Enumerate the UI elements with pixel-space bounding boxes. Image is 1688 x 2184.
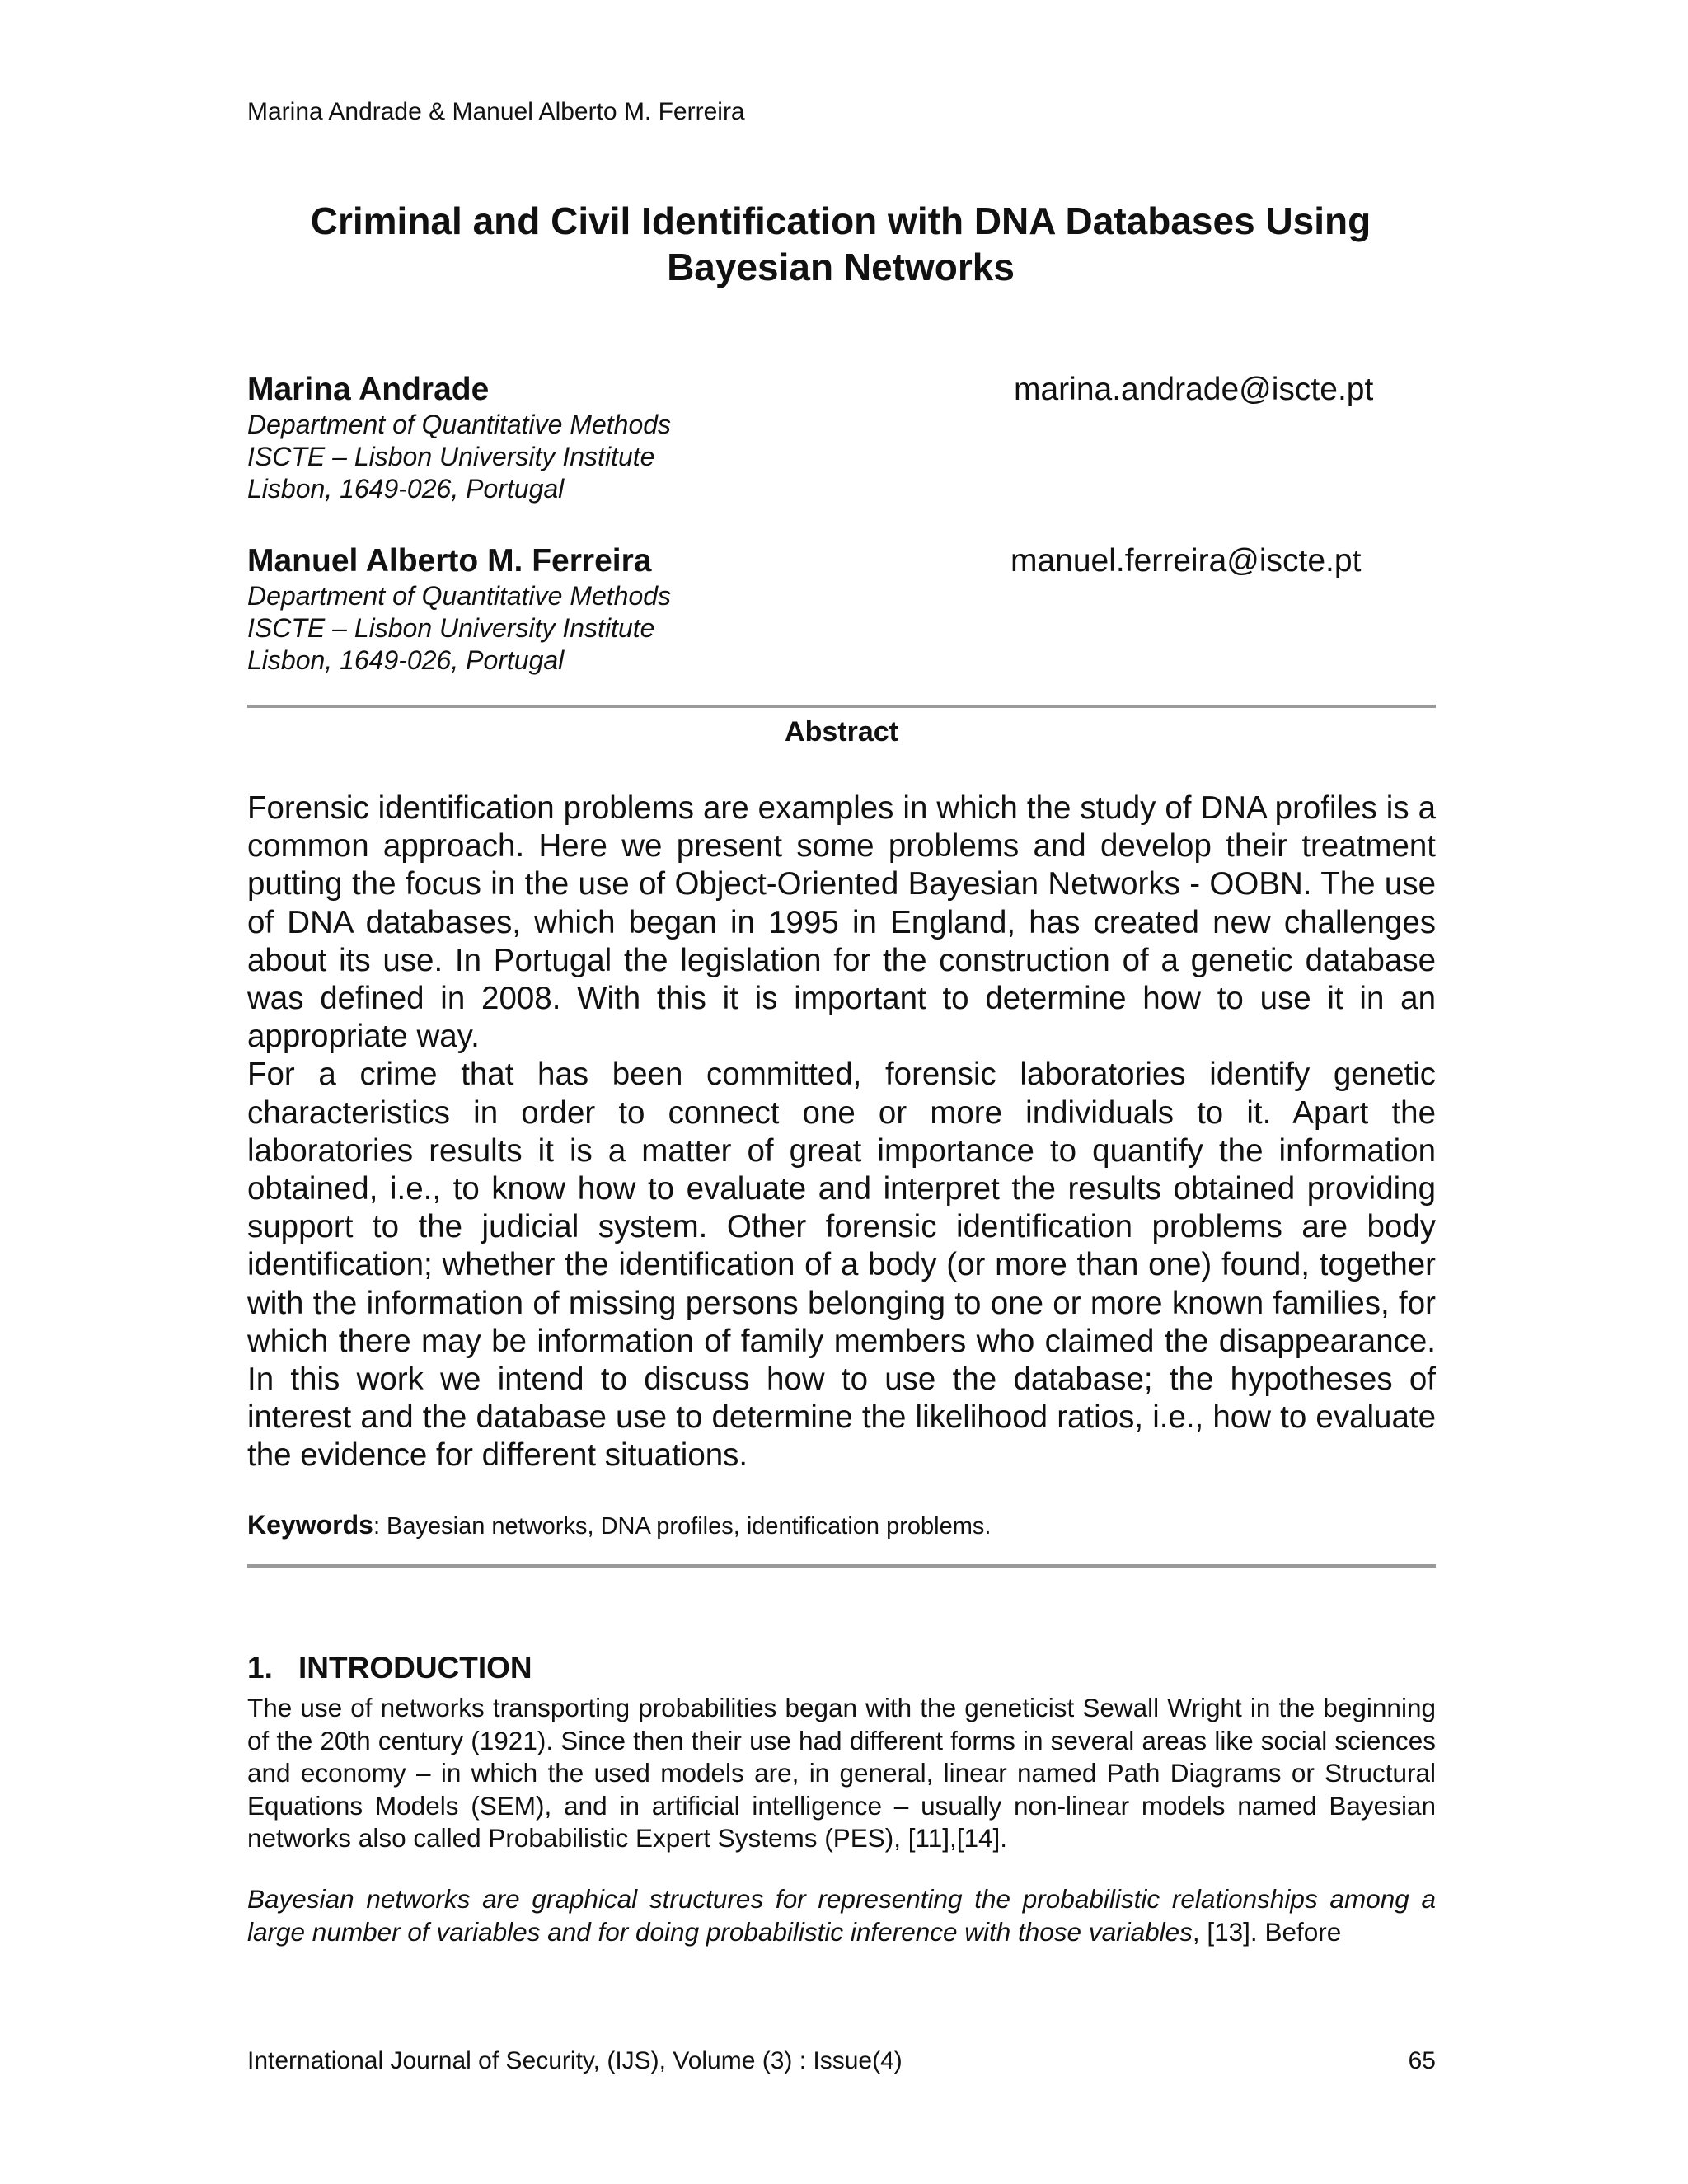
keywords-text: : Bayesian networks, DNA profiles, identification problems. <box>373 1513 992 1540</box>
author-name: Marina Andrade <box>247 372 490 407</box>
keywords <box>247 1510 991 1541</box>
journal-info: International Journal of Security, (IJS), Volume (3) : Issue(4) <box>247 2047 903 2074</box>
keywords-label: Keywords <box>247 1510 373 1540</box>
author-department: Department of Quantitative Methods <box>247 410 672 439</box>
body-paragraph <box>247 1883 1436 1948</box>
author-institute: ISCTE – Lisbon University Institute <box>247 613 655 643</box>
intro-paragraph-1 <box>247 1692 1436 1855</box>
author-address: Lisbon, 1649-026, Portugal <box>247 474 565 504</box>
author-block-2 <box>247 542 1442 677</box>
page-footer <box>247 2046 1436 2076</box>
italic-quote: Bayesian networks are graphical structures for representing the probabilistic relationships among a large number of variables and for doing probabilistic inference with those variables <box>247 1884 1436 1947</box>
page-number: 65 <box>1408 2047 1436 2074</box>
running-header: Marina Andrade & Manuel Alberto M. Ferreira <box>247 98 745 125</box>
intro-paragraph-2 <box>247 1883 1436 1948</box>
author-institute: ISCTE – Lisbon University Institute <box>247 442 655 471</box>
section-title: INTRODUCTION <box>298 1651 532 1685</box>
author-address: Lisbon, 1649-026, Portugal <box>247 645 565 675</box>
author-email[interactable]: manuel.ferreira@iscte.pt <box>1010 543 1362 579</box>
body-paragraph: The use of networks transporting probabilities began with the geneticist Sewall Wright in the beginning of the 20th century (1921). Since then their use had different forms in several areas like social sciences and economy – in which the used models are, in general, linear named Path Diagrams or Structural Equations Models (SEM), and in artificial intelligence – usually non-linear models named Bayesian networks also called Probabilistic Expert Systems (PES), [11],[14]. <box>247 1693 1436 1853</box>
section-number: 1. <box>247 1651 273 1685</box>
bottom-divider <box>247 1564 1436 1568</box>
abstract-body <box>247 790 1436 1475</box>
top-divider <box>247 705 1436 708</box>
author-department: Department of Quantitative Methods <box>247 581 672 611</box>
author-block-1 <box>247 371 1442 505</box>
abstract-heading: Abstract <box>785 716 898 748</box>
section-heading <box>247 1650 532 1686</box>
title-line-1: Criminal and Civil Identification with DNA Databases Using <box>310 199 1372 242</box>
citation-text: , [13]. Before <box>1192 1916 1342 1947</box>
author-email[interactable]: marina.andrade@iscte.pt <box>1014 372 1374 407</box>
abstract-paragraph: For a crime that has been committed, forensic laboratories identify genetic characteristics in order to connect one or more individuals to it. Apart the laboratories results it is a matter of great importance to quantify the information obtained, i.e., to know how to evaluate and interpret the results obtained providing support to the judicial system. Other forensic identification problems are body identification; whether the identification of a body (or more than one) found, together with the information of missing persons belonging to one or more known families, for which there may be information of family members who claimed the disappearance. In this work we intend to discuss how to use the database; the hypotheses of interest and the database use to determine the likelihood ratios, i.e., how to evaluate the evidence for different situations. <box>247 1057 1436 1474</box>
abstract-paragraph: Forensic identification problems are examples in which the study of DNA profiles is a common approach. Here we present some problems and develop their treatment putting the focus in the use of Object-Oriented Bayesian Networks - OOBN. The use of DNA databases, which began in 1995 in England, has created new challenges about its use. In Portugal the legislation for the construction of a genetic database was defined in 2008. With this it is important to determine how to use it in an appropriate way. <box>247 790 1436 1055</box>
author-name: Manuel Alberto M. Ferreira <box>247 543 652 579</box>
title-line-2: Bayesian Networks <box>667 246 1015 288</box>
paper-title <box>247 198 1434 290</box>
